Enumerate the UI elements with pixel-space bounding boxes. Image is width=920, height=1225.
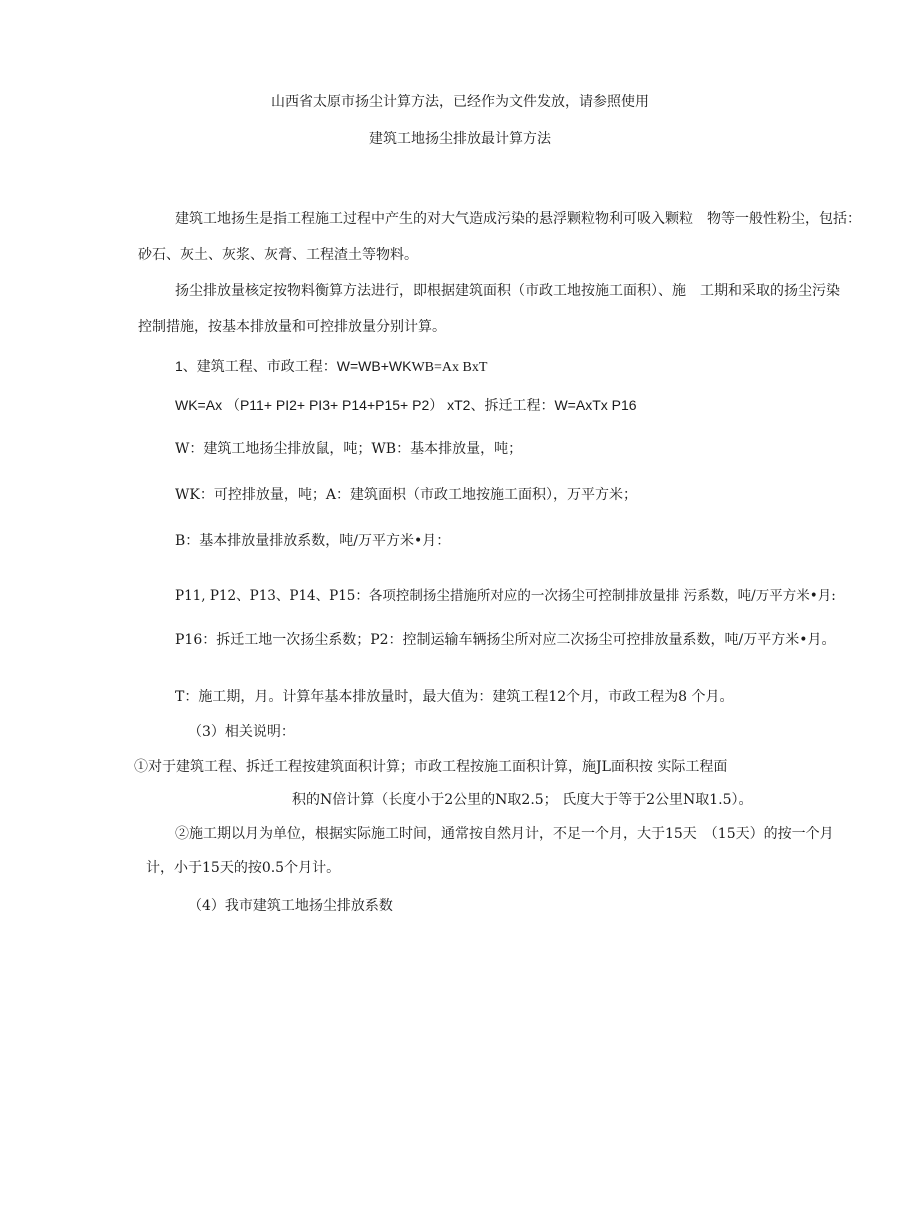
paragraph-definition-line1: 建筑工地扬生是指工程施工过程中产生的对大气造成污染的悬浮颗粒物利可吸入颗粒 物等一般性粉尘，包括： bbox=[175, 211, 861, 227]
formula-wk-equation: WK=Ax （P11+ PI2+ PI3+ P14+P15+ P2） xT2、拆迁工程：W=AxTx P16 bbox=[175, 397, 637, 413]
definition-t: T：施工期，月。计算年基本排放量时，最大值为：建筑工程12个月，市政工程为8 个月。 bbox=[175, 689, 734, 705]
paragraph-method-line2: 控制措施，按基本排放量和可控排放量分别计算。 bbox=[138, 319, 446, 335]
notes-heading: （3）相关说明： bbox=[188, 724, 295, 740]
formula-w-equation: 1、建筑工程、市政工程：W=WB+WK bbox=[175, 358, 412, 374]
formula-wb-equation: WB=Ax BxT bbox=[411, 360, 488, 375]
document-title-line2: 建筑工地扬尘排放最计算方法 bbox=[369, 131, 551, 147]
section4-heading: （4）我市建筑工地扬尘排放系数 bbox=[188, 898, 393, 914]
note1-line2: 积的N倍计算（长度小于2公里的N取2.5； 氏度大于等于2公里N取1.5）。 bbox=[292, 792, 753, 808]
paragraph-method-line1: 扬尘排放量核定按物料衡算方法进行，即根据建筑面积（市政工地按施工面积）、施 工期和采取的扬尘污染 bbox=[175, 283, 840, 299]
note1-line1: ①对于建筑工程、拆迁工程按建筑面积计算；市政工程按施工面积计算，施JL面积按 实际工程面 bbox=[134, 759, 728, 775]
note2-line1: ②施工期以月为单位，根据实际施工时间，通常按自然月计，不足一个月，大于15天 （15天）的按一个月 bbox=[175, 826, 834, 842]
definition-b: B：基本排放量排放系数，吨/万平方米•月： bbox=[175, 533, 451, 549]
definition-w: W：建筑工地扬尘排放鼠，吨；WB：基本排放量，吨； bbox=[175, 441, 523, 457]
definition-p16-p2: P16：拆迁工地一次扬尘系数；P2：控制运输车辆扬尘所对应二次扬尘可控排放量系数，吨/万平方米•月。 bbox=[175, 632, 836, 648]
note2-line2: 计，小于15天的按0.5个月计。 bbox=[146, 860, 341, 876]
definition-wk: WK：可控排放量，吨；A：建筑面枳（市政工地按施工面积），万平方米； bbox=[175, 487, 637, 503]
definition-p11-p15: P11, P12、P13、P14、P15：各项控制扬尘措施所对应的一次扬尘可控制排放量排 污系数，吨/万平方米•月: bbox=[175, 588, 836, 604]
paragraph-definition-line2: 砂石、灰土、灰浆、灰膏、工程渣土等物料。 bbox=[138, 247, 418, 263]
formula-building-municipal bbox=[175, 357, 487, 377]
document-title-line1: 山西省太原市扬尘计算方法，已经作为文件发放，请参照使用 bbox=[271, 94, 649, 110]
